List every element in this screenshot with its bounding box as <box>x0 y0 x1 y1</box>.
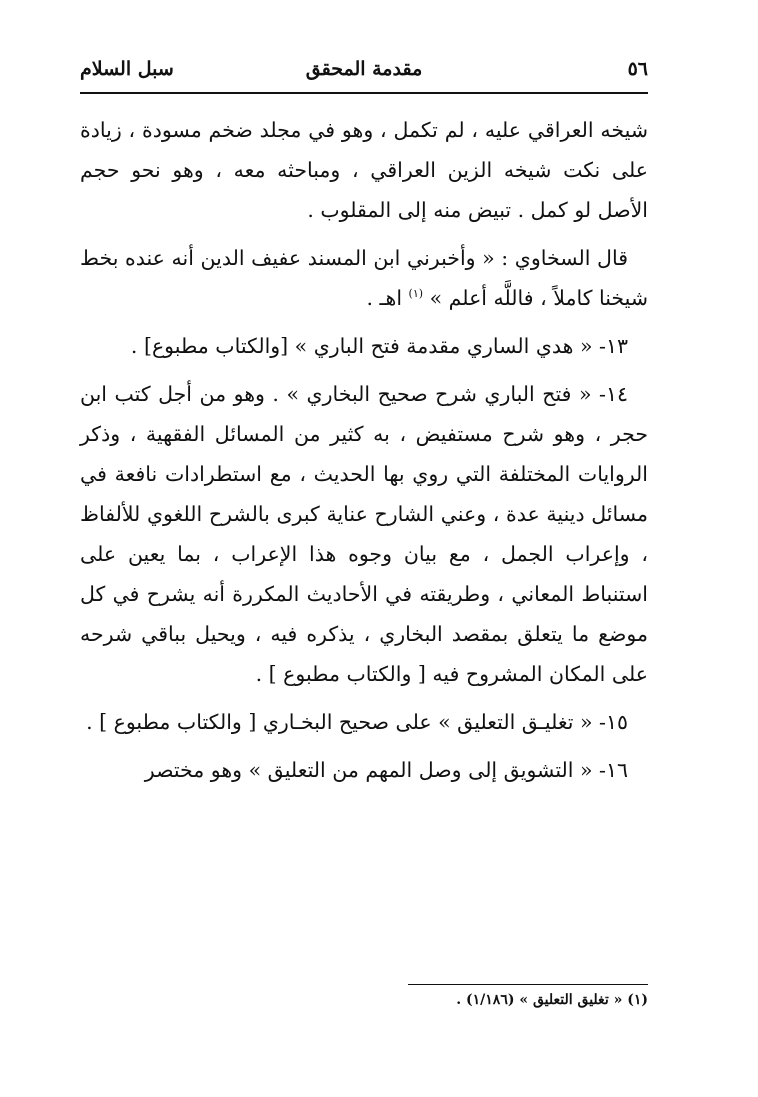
paragraph: شيخه العراقي عليه ، لم تكمل ، وهو في مجلد ضخم مسودة ، زيادة على نكت شيخه الزين العراقي ، ومباحثه معه ، وهو نحو حجم الأصل لو كمل . تبيض منه إلى المقلوب . <box>80 118 648 222</box>
paragraph: ١٣- « هدي الساري مقدمة فتح الباري » [والكتاب مطبوع] . <box>130 334 628 358</box>
paragraph: ١٥- « تغليـق التعليق » على صحيح البخـاري [ والكتاب مطبوع ] . <box>86 710 628 734</box>
chapter-title: مقدمة المحقق <box>305 58 423 80</box>
footnote-divider <box>408 984 648 985</box>
running-header <box>80 58 648 88</box>
body-text <box>80 110 648 798</box>
footnote-reference[interactable]: (١) <box>408 287 424 301</box>
paragraph-text: اهـ . <box>366 286 409 310</box>
paragraph-text: قال السخاوي : « وأخبرني ابن المسند عفيف الدين أنه عنده بخط شيخنا كاملاً ، فاللَّه أعلم » <box>80 246 648 310</box>
paragraph <box>80 238 648 318</box>
paragraph: ١٤- « فتح الباري شرح صحيح البخاري » . وهو من أجل كتب ابن حجر ، وهو شرح مستفيض ، به كثير من المسائل الفقهية ، وذكر الروايات المختلفة التي روي بها الحديث ، مع استطرادات نافعة في مسائل دينية عدة ، وعني الشارح عناية كبرى بالشرح اللغوي للألفاظ ، وإعراب الجمل ، مع بيان وجوه هذا الإعراب ، بما يعين على استنباط المعاني ، وطريقته في الأحاديث المكررة أنه يشرح في كل موضع ما يتعلق بمقصد البخاري ، يذكره فيه ، ويحيل بباقي شرحه على المكان المشروح فيه [ والكتاب مطبوع ] . <box>80 382 648 686</box>
footnote: (١) « تغليق التعليق » (١/١٨٦) . <box>456 992 648 1008</box>
book-title: سبل السلام <box>80 58 174 80</box>
header-divider <box>80 92 648 94</box>
page-number: ٥٦ <box>627 58 648 80</box>
paragraph: ١٦- « التشويق إلى وصل المهم من التعليق » وهو مختصر <box>144 758 628 782</box>
